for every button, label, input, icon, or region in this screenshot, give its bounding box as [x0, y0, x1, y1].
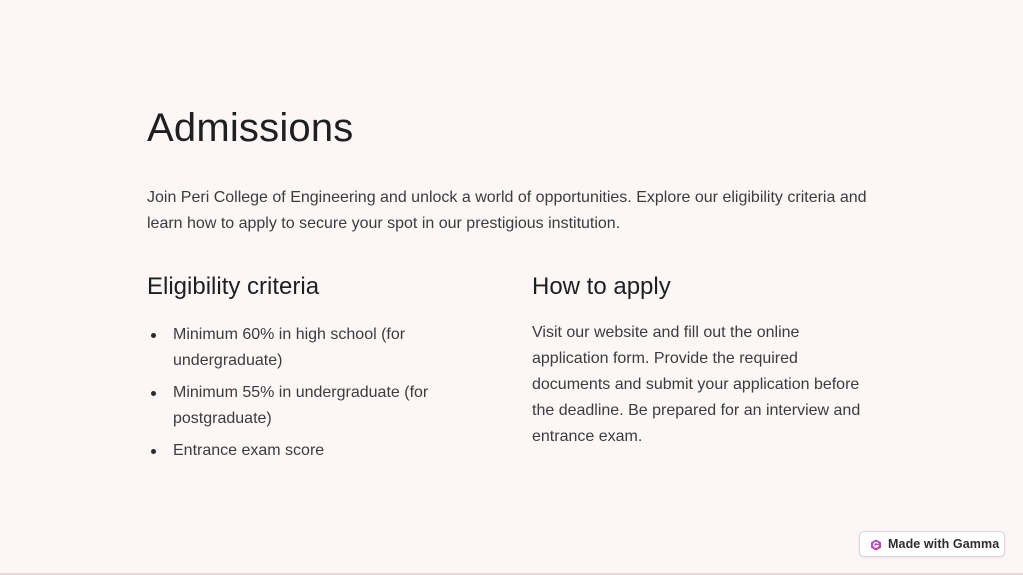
list-item: Minimum 55% in undergraduate (for postgraduate) [173, 380, 447, 432]
how-to-apply-section [532, 270, 877, 450]
gamma-logo-icon [870, 538, 882, 550]
eligibility-list [147, 322, 447, 464]
made-with-gamma-badge[interactable] [859, 531, 1005, 557]
list-item: Entrance exam score [173, 438, 447, 464]
how-to-apply-text: Visit our website and fill out the online application form. Provide the required documents and submit your application before the deadline. Be prepared for an interview and entrance exam. [532, 324, 861, 445]
intro-paragraph: Join Peri College of Engineering and unlock a world of opportunities. Explore our eligibility criteria and learn how to apply to secure your spot in our prestigious institution. [147, 189, 867, 232]
how-to-apply-heading: How to apply [532, 273, 671, 300]
page-title: Admissions [147, 106, 354, 150]
eligibility-heading: Eligibility criteria [147, 273, 320, 300]
badge-label: Made with Gamma [888, 537, 1000, 551]
eligibility-section [147, 270, 447, 470]
list-item: Minimum 60% in high school (for undergraduate) [173, 322, 447, 374]
